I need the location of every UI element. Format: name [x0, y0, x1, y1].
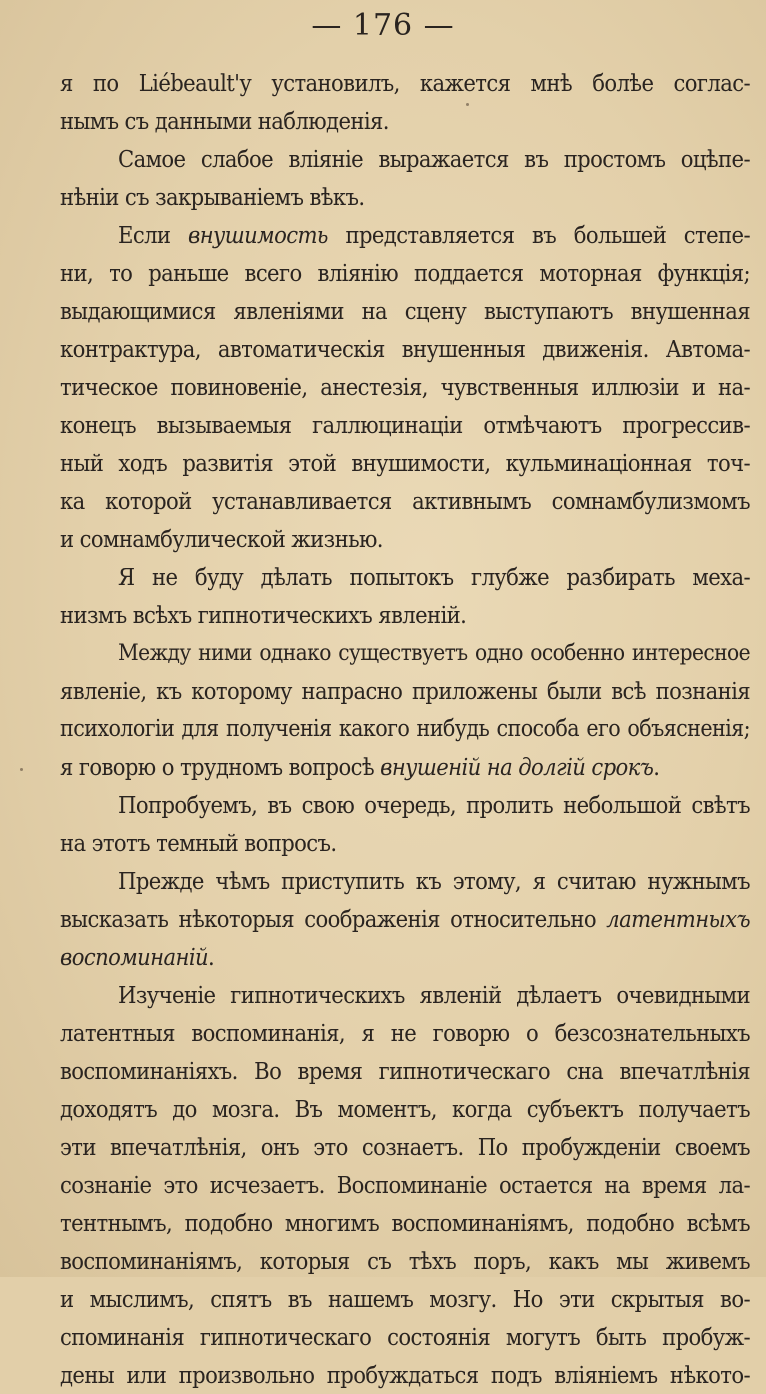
text-line-segment: Если	[118, 221, 189, 249]
text-line: конецъ вызываемыя галлюцинаціи отмѣчаютъ прогрессив-	[60, 411, 750, 439]
text-line: выдающимися явленіями на сцену выступаютъ внушенная	[60, 297, 750, 325]
text-line: нымъ съ данными наблюденія.	[60, 107, 389, 135]
text-line: и мыслимъ, спятъ въ нашемъ мозгу. Но эти скрытыя во-	[60, 1285, 750, 1313]
italic-term: латентныхъ	[606, 905, 750, 933]
text-line-segment: представляется въ большей степе-	[327, 221, 750, 249]
text-line: дены или произвольно пробуждаться подъ вліяніемъ нѣкото-	[60, 1361, 750, 1389]
text-line	[60, 938, 750, 976]
text-line: контрактура, автоматическія внушенныя движенія. Автома-	[60, 335, 750, 363]
text-line-segment: .	[208, 943, 215, 971]
text-line: Между ними однако существуетъ одно особенно интересное	[118, 640, 750, 666]
text-line	[60, 216, 750, 254]
text-line: Я не буду дѣлать попытокъ глубже разбирать меха-	[118, 563, 750, 591]
text-line	[60, 748, 750, 786]
text-line: сознаніе это исчезаетъ. Воспоминаніе остается на время ла-	[60, 1171, 750, 1199]
text-line: Попробуемъ, въ свою очередь, пролить небольшой свѣтъ	[118, 791, 750, 819]
text-line: ка которой устанавливается активнымъ сомнамбулизмомъ	[60, 487, 750, 515]
text-line: тентнымъ, подобно многимъ воспоминаніямъ, подобно всѣмъ	[60, 1209, 750, 1237]
text-line: ный ходъ развитія этой внушимости, кульминаціонная точ-	[60, 449, 750, 477]
print-speck	[20, 768, 23, 771]
text-line: тическое повиновеніе, анестезія, чувственныя иллюзіи и на-	[60, 373, 750, 401]
text-line: латентныя воспоминанія, я не говорю о безсознательныхъ	[60, 1019, 750, 1047]
text-line: воспоминаніямъ, которыя съ тѣхъ поръ, какъ мы живемъ	[60, 1247, 750, 1275]
text-line: эти впечатлѣнія, онъ это сознаетъ. По пробужденіи своемъ	[60, 1133, 750, 1161]
text-line: Изученіе гипнотическихъ явленій дѣлаетъ очевидными	[118, 981, 750, 1009]
italic-term: внушимость	[188, 221, 328, 249]
text-line: явленіе, къ которому напрасно приложены были всѣ познанія	[60, 677, 750, 705]
text-line: на этотъ темный вопросъ.	[60, 829, 337, 857]
text-line: Самое слабое вліяніе выражается въ простомъ оцѣпе-	[118, 145, 750, 173]
text-line: споминанія гипнотическаго состоянія могутъ быть пробуж-	[60, 1323, 750, 1351]
text-line: воспоминаніяхъ. Во время гипнотическаго сна впечатлѣнія	[60, 1057, 750, 1085]
text-line: ни, то раньше всего вліянію поддается моторная функція;	[60, 259, 750, 287]
text-line	[60, 900, 750, 938]
text-line: доходятъ до мозга. Въ моментъ, когда субъектъ получаетъ	[60, 1095, 750, 1123]
text-line: и сомнамбулической жизнью.	[60, 525, 383, 553]
text-line: низмъ всѣхъ гипнотическихъ явленій.	[60, 601, 467, 629]
italic-term: воспоминаній	[60, 943, 209, 971]
page-number: — 176 —	[311, 8, 455, 43]
text-line-segment: я говорю о трудномъ вопросѣ	[60, 753, 381, 781]
print-speck	[466, 103, 469, 106]
text-line-segment: .	[653, 753, 660, 781]
text-line: я по Liébeault'у установилъ, кажется мнѣ болѣе соглас-	[60, 69, 750, 97]
text-line-segment: высказать нѣкоторыя соображенія относительно	[60, 905, 607, 933]
text-line: психологіи для полученія какого нибудь способа его объясненія;	[60, 716, 750, 742]
italic-term: внушеній на долгій срокъ	[380, 753, 654, 781]
text-line: нѣніи съ закрываніемъ вѣкъ.	[60, 183, 365, 211]
body-text	[60, 64, 750, 1394]
text-line: Прежде чѣмъ приступить къ этому, я считаю нужнымъ	[118, 867, 750, 895]
